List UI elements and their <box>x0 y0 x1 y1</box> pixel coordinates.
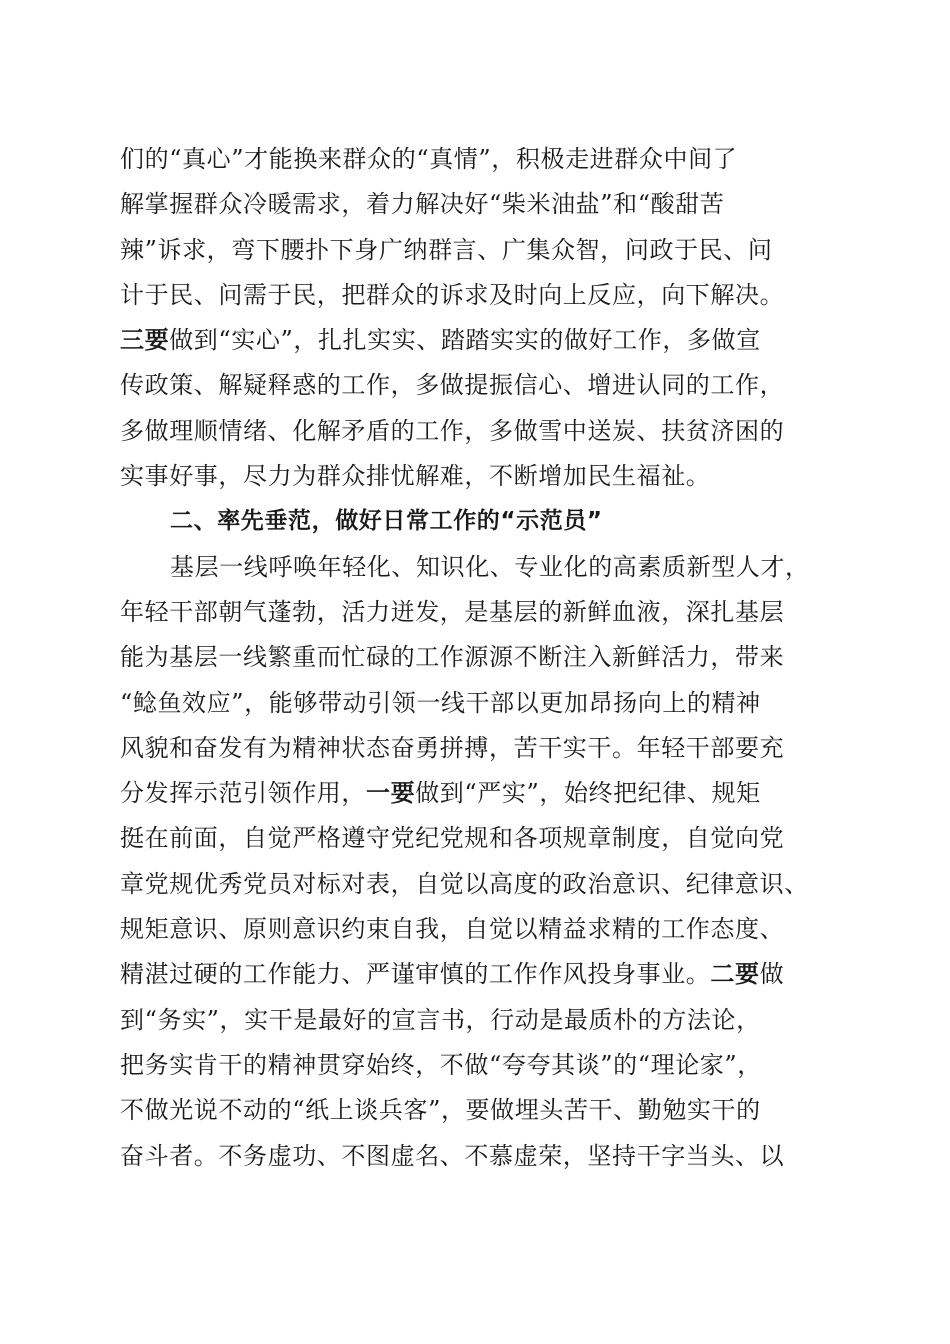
paragraph-line: 不做光说不动的“纸上谈兵客”，要做埋头苦干、勤勉实干的 <box>120 1096 761 1125</box>
paragraph-text: 做 <box>759 960 785 989</box>
paragraph-line: 规矩意识、原则意识约束自我，自觉以精益求精的工作态度、 <box>120 915 785 944</box>
paragraph-line: 风貌和奋发有为精神状态奋勇拼搏，苦干实干。年轻干部要充 <box>120 733 785 762</box>
paragraph-text: 分发挥示范引领作用， <box>120 779 366 808</box>
paragraph-line: 基层一线呼唤年轻化、知识化、专业化的高素质新型人才， <box>170 552 810 581</box>
paragraph-line: 章党规优秀党员对标对表，自觉以高度的政治意识、纪律意识、 <box>120 869 809 898</box>
paragraph-line: 年轻干部朝气蓬勃，活力迸发，是基层的新鲜血液，深扎基层 <box>120 597 785 626</box>
paragraph-line: 能为基层一线繁重而忙碌的工作源源不断注入新鲜活力，带来 <box>120 643 785 672</box>
emphasis-text: 三要 <box>120 326 170 355</box>
paragraph-line: 到“务实”，实干是最好的宣言书，行动是最质朴的方法论， <box>120 1005 761 1034</box>
paragraph-line: 计于民、问需于民，把群众的诉求及时向上反应，向下解决。 <box>120 280 785 309</box>
paragraph-text: 做到“实心”，扎扎实实、踏踏实实的做好工作，多做宣 <box>169 326 761 355</box>
paragraph-line <box>120 771 832 816</box>
section-heading: 二、率先垂范，做好日常工作的“示范员” <box>170 508 603 535</box>
paragraph-line: 多做理顺情绪、化解矛盾的工作，多做雪中送炭、扶贫济困的 <box>120 416 785 445</box>
paragraph-line: 奋斗者。不务虚功、不图虚名、不慕虚荣，坚持干字当头、以 <box>120 1141 785 1170</box>
paragraph-line: 传政策、解疑释惑的工作，多做提振信心、增进认同的工作， <box>120 371 785 400</box>
paragraph-line: 挺在前面，自觉严格遵守党纪党规和各项规章制度，自觉向党 <box>120 824 785 853</box>
paragraph-text: 做到“严实”，始终把纪律、规矩 <box>415 779 761 808</box>
paragraph-line: 把务实肯干的精神贯穿始终，不做“夸夸其谈”的“理论家”， <box>120 1050 762 1079</box>
document-body <box>120 137 832 1179</box>
emphasis-text: 二要 <box>710 960 760 989</box>
paragraph-line: 实事好事，尽力为群众排忧解难，不断增加民生福祉。 <box>120 462 711 491</box>
paragraph-line: 们的“真心”才能换来群众的“真情”，积极走进群众中间了 <box>120 145 738 173</box>
emphasis-text: 一要 <box>366 779 416 808</box>
paragraph-text: 精湛过硬的工作能力、严谨审慎的工作作风投身事业。 <box>120 960 711 989</box>
paragraph-line: 解掌握群众冷暖需求，着力解决好“柴米油盐”和“酸甜苦 <box>120 190 725 219</box>
paragraph-line <box>120 952 832 997</box>
paragraph-line: “鲶鱼效应”，能够带动引领一线干部以更加昂扬向上的精神 <box>120 688 761 717</box>
paragraph-line <box>120 318 832 363</box>
paragraph-line: 辣”诉求，弯下腰扑下身广纳群言、广集众智，问政于民、问 <box>120 235 773 264</box>
